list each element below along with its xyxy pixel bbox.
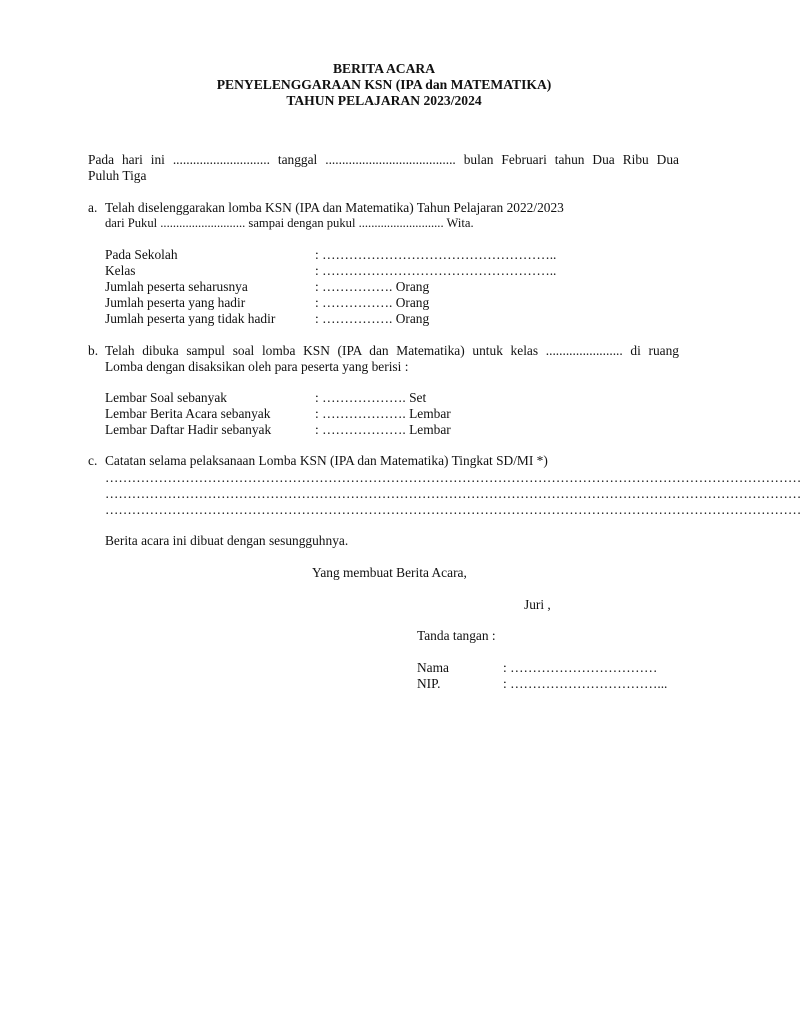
juri-label: Juri , (524, 597, 551, 612)
intro-line-2: Puluh Tiga (88, 168, 147, 183)
peserta-seharusnya-label: Jumlah peserta seharusnya (105, 279, 248, 294)
maker-label: Yang membuat Berita Acara, (312, 565, 467, 580)
lembar-soal-label: Lembar Soal sebanyak (105, 390, 227, 405)
section-b-line-1: Telah dibuka sampul soal lomba KSN (IPA dan Matematika) untuk kelas ....................... di ruang (105, 343, 679, 358)
catatan-line-2: ………………………………………………………………………………………………………………………………………… (105, 486, 801, 501)
nama-value: : …………………………… (503, 660, 658, 675)
intro-line-1: Pada hari ini ............................. tanggal ....................................... bulan Februari tahun Dua Ribu Dua (88, 152, 679, 167)
signature-label: Tanda tangan : (417, 628, 496, 643)
document-year: TAHUN PELAJARAN 2023/2024 (286, 93, 482, 108)
section-a-marker: a. (88, 200, 98, 215)
peserta-hadir-value: : ……………. Orang (315, 295, 430, 310)
lembar-daftar-hadir-value: : ………………. Lembar (315, 422, 451, 437)
nip-value: : ……………………………... (503, 676, 668, 691)
lembar-daftar-hadir-label: Lembar Daftar Hadir sebanyak (105, 422, 272, 437)
closing-statement: Berita acara ini dibuat dengan sesungguhnya. (105, 533, 349, 548)
peserta-tidak-hadir-label: Jumlah peserta yang tidak hadir (105, 311, 276, 326)
lembar-berita-acara-value: : ………………. Lembar (315, 406, 451, 421)
nip-label: NIP. (417, 676, 441, 691)
sekolah-value: : …………………………………………….. (315, 247, 557, 262)
document-subtitle: PENYELENGGARAAN KSN (IPA dan MATEMATIKA) (216, 77, 552, 92)
section-b-line-2: Lomba dengan disaksikan oleh para peserta yang berisi : (105, 359, 409, 374)
lembar-soal-value: : ………………. Set (315, 390, 427, 405)
sekolah-label: Pada Sekolah (105, 247, 178, 262)
catatan-line-1: ………………………………………………………………………………………………………………………………………… (105, 470, 801, 485)
nama-label: Nama (417, 660, 449, 675)
kelas-label: Kelas (105, 263, 136, 278)
lembar-berita-acara-label: Lembar Berita Acara sebanyak (105, 406, 271, 421)
kelas-value: : …………………………………………….. (315, 263, 557, 278)
section-c-line-1: Catatan selama pelaksanaan Lomba KSN (IPA dan Matematika) Tingkat SD/MI *) (105, 453, 548, 468)
section-b-marker: b. (88, 343, 99, 358)
peserta-hadir-label: Jumlah peserta yang hadir (105, 295, 246, 310)
peserta-seharusnya-value: : ……………. Orang (315, 279, 430, 294)
catatan-line-3: ………………………………………………………………………………………………………………………………………… (105, 502, 801, 517)
peserta-tidak-hadir-value: : ……………. Orang (315, 311, 430, 326)
section-a-line-2: dari Pukul ........................... sampai dengan pukul ........................... Wita. (105, 216, 474, 230)
section-a-line-1: Telah diselenggarakan lomba KSN (IPA dan Matematika) Tahun Pelajaran 2022/2023 (105, 200, 564, 215)
section-c-marker: c. (88, 453, 98, 468)
document-title: BERITA ACARA (332, 61, 436, 76)
